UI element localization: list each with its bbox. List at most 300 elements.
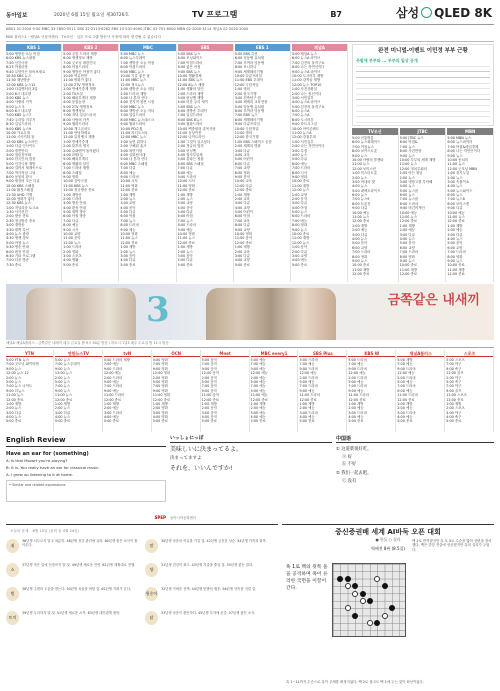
program-row: 3:00 냉장고를 부탁해 [399,179,433,184]
zodiac-icon: 범 [6,587,19,601]
program-row: 9:00 예능 [120,227,136,232]
program-row: 7:00 드라마 [103,384,123,389]
program-row: 12:00 예능 [299,371,317,376]
program-row: 9:00 예능 [177,227,193,232]
program-row: 3:00 다큐 [234,201,250,206]
program-row: 1:00 재방 [120,245,136,250]
zodiac-item [145,539,278,561]
program-row: 5:00 SBS 뉴스 [177,52,201,56]
program-row: 1:00 사건상황실 [291,87,317,92]
program-row: 3:00 아내의 맛 [352,179,375,184]
program-row: 2:00 예능 [447,228,463,233]
program-row: 3:00 스포츠 [63,253,82,258]
program-row: 1:00 교양 [291,192,308,197]
program-row: 11:00 드라마 [348,393,370,398]
program-row: 9:00 드라마 [299,366,318,371]
program-row: 5:00 예능 [250,358,266,362]
japanese-line: 決まってますよ [170,456,202,462]
program-row: 10:00 영화 [177,232,195,237]
program-row: 10:00 영화 [120,232,138,237]
program-row: 1:00 재방 [446,401,462,406]
program-row: 9:00 다큐 [352,206,368,211]
program-row: 9:00 다큐 [447,206,463,211]
program-row: 5:00 나 혼자 산다 [120,157,148,162]
program-row: 10:00 예능 [447,210,465,215]
program-row: 12:00 종료 [446,397,464,402]
program-row: 2:00 뉴스 [6,406,22,411]
program-row: 12:00 8뉴스 재방 [177,82,205,87]
program-row: 10:00 종료 [291,179,310,184]
program-row: 5:00 뉴스 5 [6,104,25,109]
program-row: 4:00 음악 [201,415,217,420]
program-row: 4:00 뉴스 [352,236,368,241]
program-row: 1:30 사사건건 [6,210,28,215]
program-row: 12:00 뉴스 12 [6,371,29,376]
program-row: 6:00 뉴스 [447,193,463,198]
program-row: 7:00 다큐 [63,218,79,223]
program-row: 1:00 재방송 [63,192,82,197]
japanese-line: 美味しいに決まってるよ。 [170,445,243,453]
program-row: 12:00 종료 [352,219,370,224]
program-row: 7:00 아침뉴스 [352,144,374,149]
program-row: 4:00 전지적 참견 시점 [120,100,155,105]
channel-column [251,350,299,432]
program-row: 5:00 딩동댕 유치원 [234,104,265,109]
program-row: 12:00 종료 [234,188,253,193]
program-row: 7:00 다음 방송 [6,258,29,263]
program-row: 9:00 교양 [234,227,250,232]
channel-column [153,350,201,432]
program-row: 1:00 재방 [397,401,413,406]
program-row: 6:00 아침 [177,214,193,219]
program-row: 7:00 영화 [152,384,168,389]
program-row: 9:00 뉴스 [352,153,368,158]
program-row: 12:00 종료 [352,272,370,277]
program-row: 7:00 일일드라마 [120,113,146,118]
program-row: 6:00 뉴스 [352,193,368,198]
program-row: 2:00 영화 [152,375,168,380]
program-row: 1:00 아는 형님 [399,171,423,176]
program-row: 5:00 아침 뉴스 [6,240,29,245]
program-row: 12:00 한국기행 [234,135,259,140]
program-row: 5:00 어린이 [234,210,254,215]
program-row: 5:00 생방송 오늘 아침 [6,52,40,56]
program-row: 2:00 음악 [201,375,217,380]
program-row: 3:00 음악 [177,253,193,258]
program-row: 5:00 종료 [103,419,120,424]
program-row: 11:00 다큐 [234,183,253,188]
program-row: 4:00 편성 안내 [63,205,87,210]
zodiac-item [6,563,139,585]
program-row: 12:00 종료 [250,397,268,402]
program-row: 11:00 재방 [291,183,310,188]
program-row: 12:00 나이트라인 [177,135,205,140]
program-row: 1:00 재방 [447,223,463,228]
program-row: 9:00 음악 [201,388,217,393]
white-stone [352,591,358,597]
program-row: 9:00 뉴스 [352,258,368,263]
program-row: 8:00 사건반장 [399,149,422,154]
program-row: 6:00 다큐 [234,161,250,166]
program-row: 9:00 세계테마기행 [234,69,264,74]
program-row: 12:00 종료 [120,188,138,193]
program-row: 6:00 뉴스퍼레이드 [352,140,381,145]
program-row: 2:00 드라마 재방 [177,91,204,96]
program-row: 2:00 예능 [348,406,364,411]
program-row: 7:00 아침&매일경제 [447,144,479,149]
program-row: 4:00 한국인의 밥상 [6,157,36,162]
program-row: 5:00 MBC 뉴스 [120,104,145,109]
program-row: 9:00 뉴스 [54,366,71,371]
program-row: 7:00 예능 [103,362,120,367]
channel-column [104,350,152,432]
channel-info-line: KBS1 31·2020 9·50 MBC 33·7850·5511 SBS 32·2113·8282 EBS 10·531·4000 JTBC 02·751·6000 MBN 02·2000·3114 채널A 02·2020·2000 [6,27,249,31]
program-row: 7:00 음악 [201,362,217,367]
program-row: 11:00 영화 [152,393,171,398]
text-line [356,69,490,74]
english-line: B: It is. You really have an ear for classical music. [6,464,100,470]
program-row: 3:00 다큐 [291,201,308,206]
program-row: 12:00 KBS 뉴스라인 [6,139,38,144]
program-row: 10:00 PD수첩 [120,126,143,131]
program-row: 8:00 영화 [291,223,308,228]
program-row: 3:00 서민갑부 [291,95,314,100]
program-row: 9:00 골프 [446,388,462,393]
program-row: 4:00 아침 [291,205,308,210]
program-row: 7:00 드라마 [399,250,419,255]
program-row: 8:00 나는 자연인이다 [447,149,481,154]
program-row: 5:00 종료 [446,419,462,424]
program-row: 9:00 영화 [63,174,79,179]
program-row: 4:00 다큐 [120,258,136,263]
program-row: 4:00 축구 [446,415,462,420]
text-line [356,97,490,102]
program-row: 11:00 뉴스 [54,393,73,398]
program-row: 4:00 예능 [250,415,266,420]
program-row: 2:00 예능 [299,406,315,411]
logo-three: 3 [146,290,170,330]
program-row: 8:00 예능 [63,223,79,228]
program-row: 9:00 예능 [299,388,315,393]
program-row: 5:00 종료 [6,419,22,424]
program-row: 9:00 뉴스 [447,258,463,263]
program-row: 6:00 KBS 뉴스광장 [6,56,36,61]
program-row: 3:00 다큐 [6,410,22,415]
program-row: 10:00 예능 [352,210,370,215]
program-row: 11:00 예능 [250,393,268,398]
program-row: 9:00 월화드라마 [63,122,89,127]
channel-name: OCN [153,350,200,357]
program-row: 3:00 런닝맨 재방 [177,95,204,100]
page-header [6,5,494,25]
issue-date: 2020년 6월 15일 월요일 제30726호 [54,13,129,18]
program-row: 12:00 종료 [234,240,253,245]
program-row: 9:00 드라마 [348,366,367,371]
program-row: 11:00 재방 [352,267,370,272]
program-row: 5:00 다큐 [177,210,193,215]
program-row: 9:00 음악 [201,366,217,371]
program-row: 11:00 뉴스 [352,215,370,220]
zodiac-item [6,539,139,561]
program-row: 12:00 종료 [6,397,24,402]
program-row: 7:00 영화 [152,362,168,367]
program-row: 11:00 재방 [447,267,465,272]
program-row: 7:00 예능 [250,384,266,389]
program-row: 5:00 2TV 생생정보 [63,104,93,109]
program-row: 10:00 동치미 [447,157,469,162]
program-row: 9:00 뉴스 [291,227,308,232]
program-row: 7:00 EBS 뉴스 [234,113,258,118]
program-row: 8:00 드라마 [177,223,197,228]
english-note-box [6,480,166,502]
ad-brand: 삼성 [395,6,420,20]
program-row: 2:00 뉴스 [399,175,415,180]
program-row: 10:00 KBS 스페셜 [6,183,35,188]
program-row: 8:00 스페셜 [63,170,82,175]
program-row: 4:00 세계의 교육현장 [234,100,268,105]
program-row: 7:00 드라마 [397,384,416,389]
program-row: 12:00 종료 [177,240,195,245]
program-row: 3:00 속풀이쇼 [447,179,470,184]
program-row: 2:00 예능 [103,406,120,411]
program-row: 12:00 강철부대 [291,135,316,140]
program-row: 11:00 동상이몽 [177,131,202,136]
program-row: 9:40 무엇이든 물어보세요 [6,69,46,74]
channel-name: KBS 1 [6,44,61,51]
japanese-source: 동아시아문화센터 [170,515,197,520]
program-row: 4:00 교양 [234,258,250,263]
program-row: 7:00 드라마 [352,250,371,255]
program-row: 12:00 보이스퀸 [352,166,376,171]
program-row: 12:00 뉴스 [63,240,81,245]
program-row: 5:00 YTN 뉴스 [6,358,29,362]
program-row: 8:00 예능 [120,170,136,175]
program-row: 9:00 드라마 [177,174,197,179]
program-row: 7:30 종료 [6,262,22,267]
program-row: 8:30 일일드라마 [6,122,32,127]
program-row: 11:00 뉴스 [399,162,418,167]
program-row: 7:00 드라마 [299,384,318,389]
program-row: 11:30 UHD 기행 [6,192,33,197]
program-row: 10:00 예능 [399,210,418,215]
program-row: 7:00 예능 [397,362,413,367]
japanese-lesson [170,436,332,520]
program-row: 11:00 스포츠 [446,393,467,398]
black-stone [367,598,373,604]
program-row: 4:00 실화탐사대 [120,152,146,157]
program-row: 11:00 명의 [234,131,253,136]
program-row: 5:00 새벽 방송 [63,210,87,215]
program-row: 5:00 음악 [399,241,415,246]
program-row: 4:00 예능 [397,415,413,420]
program-row: 3:00 예능 [250,410,266,415]
program-row: 3:00 재방송 [6,223,25,228]
program-row: 2:00 TV소설 [63,91,83,96]
program-row: 6:00 6시 내고향 [6,109,32,114]
program-row: 12:00 2TV 생생정보 [63,82,95,87]
channel-column [6,44,62,282]
review-title: 완전 미니멀-이벤트 이민정 부부 근황 [378,48,468,54]
program-row: 12:00 뉴스 [291,188,310,193]
baduk-analysis: 백 2로 반격했지만 흑 3, 5로 수순을 밟아 상변을 정리했다. 백은 중앙 진출에 성공했지만 흑의 실리가 두텁다. [412,539,492,552]
program-row: 2:00 뉴스 [447,175,463,180]
program-row: 9:00 예능 [250,388,266,393]
program-row: 2:00 명견만리 [6,148,28,153]
program-row: 1:00 재방 [234,245,250,250]
english-header: English Review [6,436,166,447]
program-row: 6:00 모닝와이드 [177,56,203,61]
program-row: 2:00 영화 [63,249,79,254]
program-row: 5:00 신통방통 [352,136,374,140]
program-row: 5:00 스포츠 [446,358,465,362]
program-row: 4:00 음악 [120,205,136,210]
baduk-match: 역배전 8판 (8.5집) [371,546,405,552]
program-row: 2:00 교육 [234,249,250,254]
program-row: 2:00 세계의 명화 [234,144,261,149]
program-row: 3:00 다큐 [447,232,463,237]
newspaper-brand: 동아일보 [6,13,28,19]
program-row: 10:00 도시어부 재방 [291,73,324,78]
program-row: 3:00 다큐 [234,148,250,153]
program-row: 2:00 예능 [399,228,415,233]
program-row: 6:00 뉴스A [291,109,310,114]
program-row: 2:00 예능 [397,406,413,411]
program-row: 11:00 안녕하세요 [63,131,91,136]
program-row: 11:00 MBC 뉴스 [120,78,147,83]
channel-name: KBS 2 [63,44,118,51]
program-row: 3:00 교양 [291,253,308,258]
channel-info-line: EBS 플러스1 · 채널A 시청자센터 · TV조선 · 일부 프로그램 방송사 사정에 따라 변경될 수 있습니다 [6,35,494,42]
program-row: 4:00 동물농장 [63,100,85,105]
program-row: 2:00 구해줘 홈즈 [120,144,147,149]
program-row: 12:00 종료 [152,397,171,402]
baduk-header: 중신증권배 세계 AI바둑 오픈 대회 [335,528,441,536]
program-row: 1:00 다큐 인사이트 [6,144,36,149]
program-row: 7:00 생방송 오늘 아침 [120,60,155,65]
banner-title: 금쪽같은 내새끼 [387,293,480,308]
program-row: 5:00 인간극장 재방 [6,161,36,166]
program-row: 4:00 예능 [103,415,120,420]
program-row: 3:00 KBS 뉴스 [6,95,29,100]
review-subtitle: 주말에 부부와 ... 부부의 일상 공개 [356,57,418,63]
program-row: 3:00 다큐 [54,410,71,415]
white-stone [360,598,366,604]
zodiac-icon: 닭 [145,611,158,625]
program-row: 2:00 나는 몸신이다 [291,91,322,96]
program-row: 6:00 교양 [352,245,368,250]
program-row: 8:00 예능 [177,170,193,175]
program-row: 9:00 뉴스 [399,258,415,263]
program-row: 3:00 다큐 [399,232,415,237]
program-row: 11:00 영화가 좋다 [63,78,92,83]
program-row: 3:00 런닝맨 [177,148,197,153]
program-row: 7:00 드라마 [291,166,311,171]
program-row: 6:00 편성 안내 [6,249,29,254]
program-row: 6:00 교양 [399,245,415,250]
program-row: 7:00 드라마 [348,384,367,389]
program-row: 4:00 교육 [234,152,250,157]
program-row: 7:00 교육 [234,218,250,223]
program-row: 6:00 걸어서 세계속으로 [6,166,42,171]
channel-column [299,350,347,432]
channel-column [447,128,494,282]
program-row: 7:00 다큐 [120,166,136,171]
japanese-header: いっしょにっぽ [170,436,332,443]
program-row: 7:00 뉴스투데이 [54,362,80,367]
program-row: 7:00 뉴스A [291,113,310,118]
program-row: 7:00 야구 [446,362,462,367]
text-line [356,86,490,91]
program-row: 9:00 월화드라마 [120,122,146,127]
program-row: 3:00 드라마 [397,410,416,415]
program-row: 3:00 복면가왕 [120,148,143,153]
program-row: 7:00 KBS 뉴스7 [6,113,32,118]
program-row: 11:00 음악 [234,236,253,241]
program-row: 5:00 축구 [446,379,462,384]
program-row: 6:00 뉴스A 라이브 [291,56,321,61]
program-row: 8:00 영화 [399,254,415,259]
chinese-header: 中国语 [336,436,494,443]
program-row: 10:00 백종원의 골목식당 [177,126,216,131]
program-row: 10:00 교육 [234,179,253,184]
program-row: 6:00 아침 [234,214,250,219]
program-row: 6:00 생생정보 [63,109,85,114]
program-row: 6:00 생활의 달인 [63,161,90,166]
program-row: 11:00 EBS 초대석 [234,78,264,83]
program-row: 9:00 예능 [103,388,120,393]
program-row: 12:00 뉴스 [291,240,310,245]
program-row: 1:00 다큐멘터리 3일 [6,87,38,92]
fortune-date: 6월 15일 (음력 윤 4월 24일) [32,529,80,533]
program-row: 7:00 다큐 [177,166,193,171]
program-row: 2:00 방송 종료 [6,214,29,219]
program-row: 12:00 MBC 뉴스 [120,135,147,140]
program-row: 8:00 나는 자연인이다 [291,65,325,70]
program-row: 9:00 생방송 아침이 좋다 [63,69,101,74]
zodiac-item [145,611,278,633]
program-row: 5:00 예능 [299,379,315,384]
channel-column [55,350,103,432]
program-row: 10:00 개그콘서트 [63,126,91,131]
program-row: 1:00 재방 [6,401,22,406]
channel-column [446,350,494,432]
program-row: 2:00 정글의 법칙 [177,144,204,149]
tv-schedule-cable [6,350,494,432]
black-stone [352,613,358,619]
zodiac-item [145,563,278,585]
zodiac-text: 39년생 무리하지 말 것. 51년생 새로운 시작. 63년생 대인관계 원만. [22,610,121,615]
program-row: 10:00 여유만만 [63,73,88,78]
program-row: 7:00 뉴스8 [447,197,465,202]
program-row: 6:00 예능 [291,161,308,166]
program-row: 9:00 뉴스 [54,388,71,393]
program-row: 1:00 재방 [399,223,415,228]
english-line: A: I grew up listening to it at home. [6,471,74,477]
channel-name: JTBC [400,128,446,135]
program-row: 9:00 세상의 모든 다큐 [6,179,40,184]
program-row: 5:00 뉴스 [291,210,308,215]
program-row: 12:00 종료 [120,240,138,245]
program-row: 6:00 드라마 [291,214,311,219]
chinese-line: ② 我们一起去吧。 [336,471,372,477]
program-row: 2:00 스포츠 [446,406,465,411]
zodiac-icon: 말 [145,539,158,553]
program-row: 8:00 보이스트롯 [352,149,378,154]
program-row: 5:00 MBC 뉴스 [120,52,145,56]
program-row: 12:00 종료 [54,397,73,402]
program-row: 5:00 종료 [348,419,364,424]
program-row: 12:00 예능 [103,371,122,376]
